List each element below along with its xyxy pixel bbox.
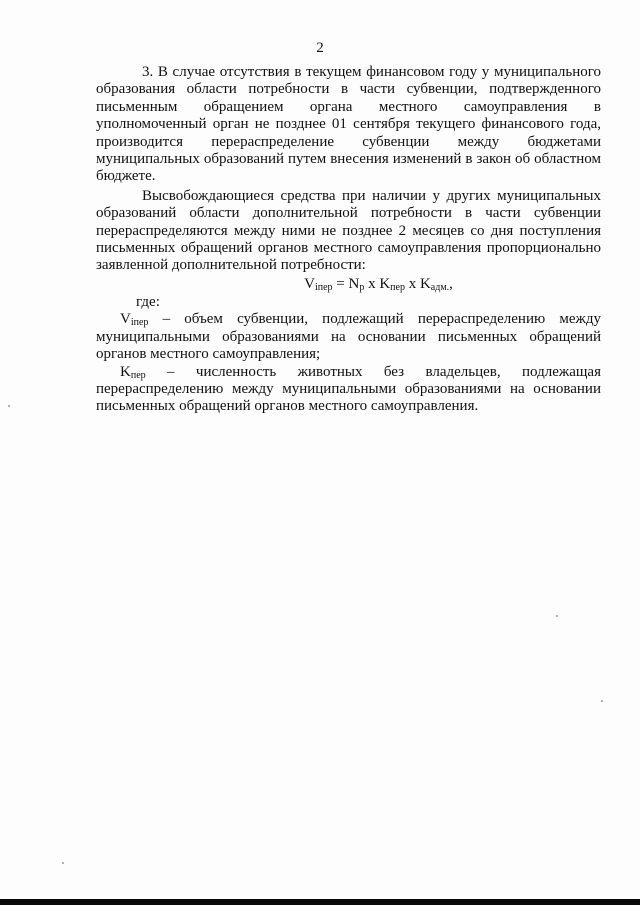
definition-v-symbol: V [120, 311, 131, 328]
scan-speck [601, 700, 603, 702]
definition-k [96, 364, 601, 416]
definition-k-symbol: K [120, 363, 131, 380]
paragraph-2: Высвобождающиеся средства при наличии у других муниципальных образований области дополнительной потребности в части субвенции перераспределяются между ними не позднее 2 месяцев со дня поступления письменных обращений органов местного самоуправления пропорционально заявленной дополнительной потребности: [96, 187, 601, 274]
formula-v: V [304, 275, 315, 292]
definition-k-text: – численность животных без владельцев, подлежащая перераспределению между муниципальными образованиями на основании письменных обращений органов местного самоуправления. [96, 363, 601, 415]
redistribution-formula [96, 275, 601, 294]
definition-k-subscript: пер [130, 369, 146, 381]
formula-kadm-subscript: адм. [430, 281, 450, 293]
formula-n-subscript: р [359, 281, 365, 293]
scan-bottom-edge [0, 899, 640, 905]
definition-v-subscript: iпер [130, 317, 149, 329]
formula-times-kadm: х K [404, 275, 431, 292]
scan-speck [8, 405, 10, 407]
formula-v-subscript: iпер [314, 281, 333, 293]
formula-equals-n: = N [332, 275, 360, 292]
formula-times-k: х K [364, 275, 391, 292]
document-body [96, 64, 601, 416]
formula-k-subscript: пер [390, 281, 405, 293]
scan-speck [556, 615, 558, 617]
definition-v [96, 311, 601, 363]
scan-speck [62, 862, 64, 864]
where-label: где: [136, 293, 160, 310]
formula-tail: , [449, 275, 453, 292]
paragraph-1: 3. В случае отсутствия в текущем финансовом году у муниципального образования области потребности в части субвенции, подтвержденного письменным обращением органа местного самоуправления в уполномоченный орган не позднее 01 сентября текущего финансового года, производится перераспределение субвенции между бюджетами муниципальных образований путем внесения изменений в закон об областном бюджете. [96, 64, 601, 185]
definition-v-text: – объем субвенции, подлежащий перераспределению между муниципальными образованиями на основании письменных обращений органов местного самоуправления; [96, 311, 601, 363]
page-number: 2 [316, 40, 324, 56]
